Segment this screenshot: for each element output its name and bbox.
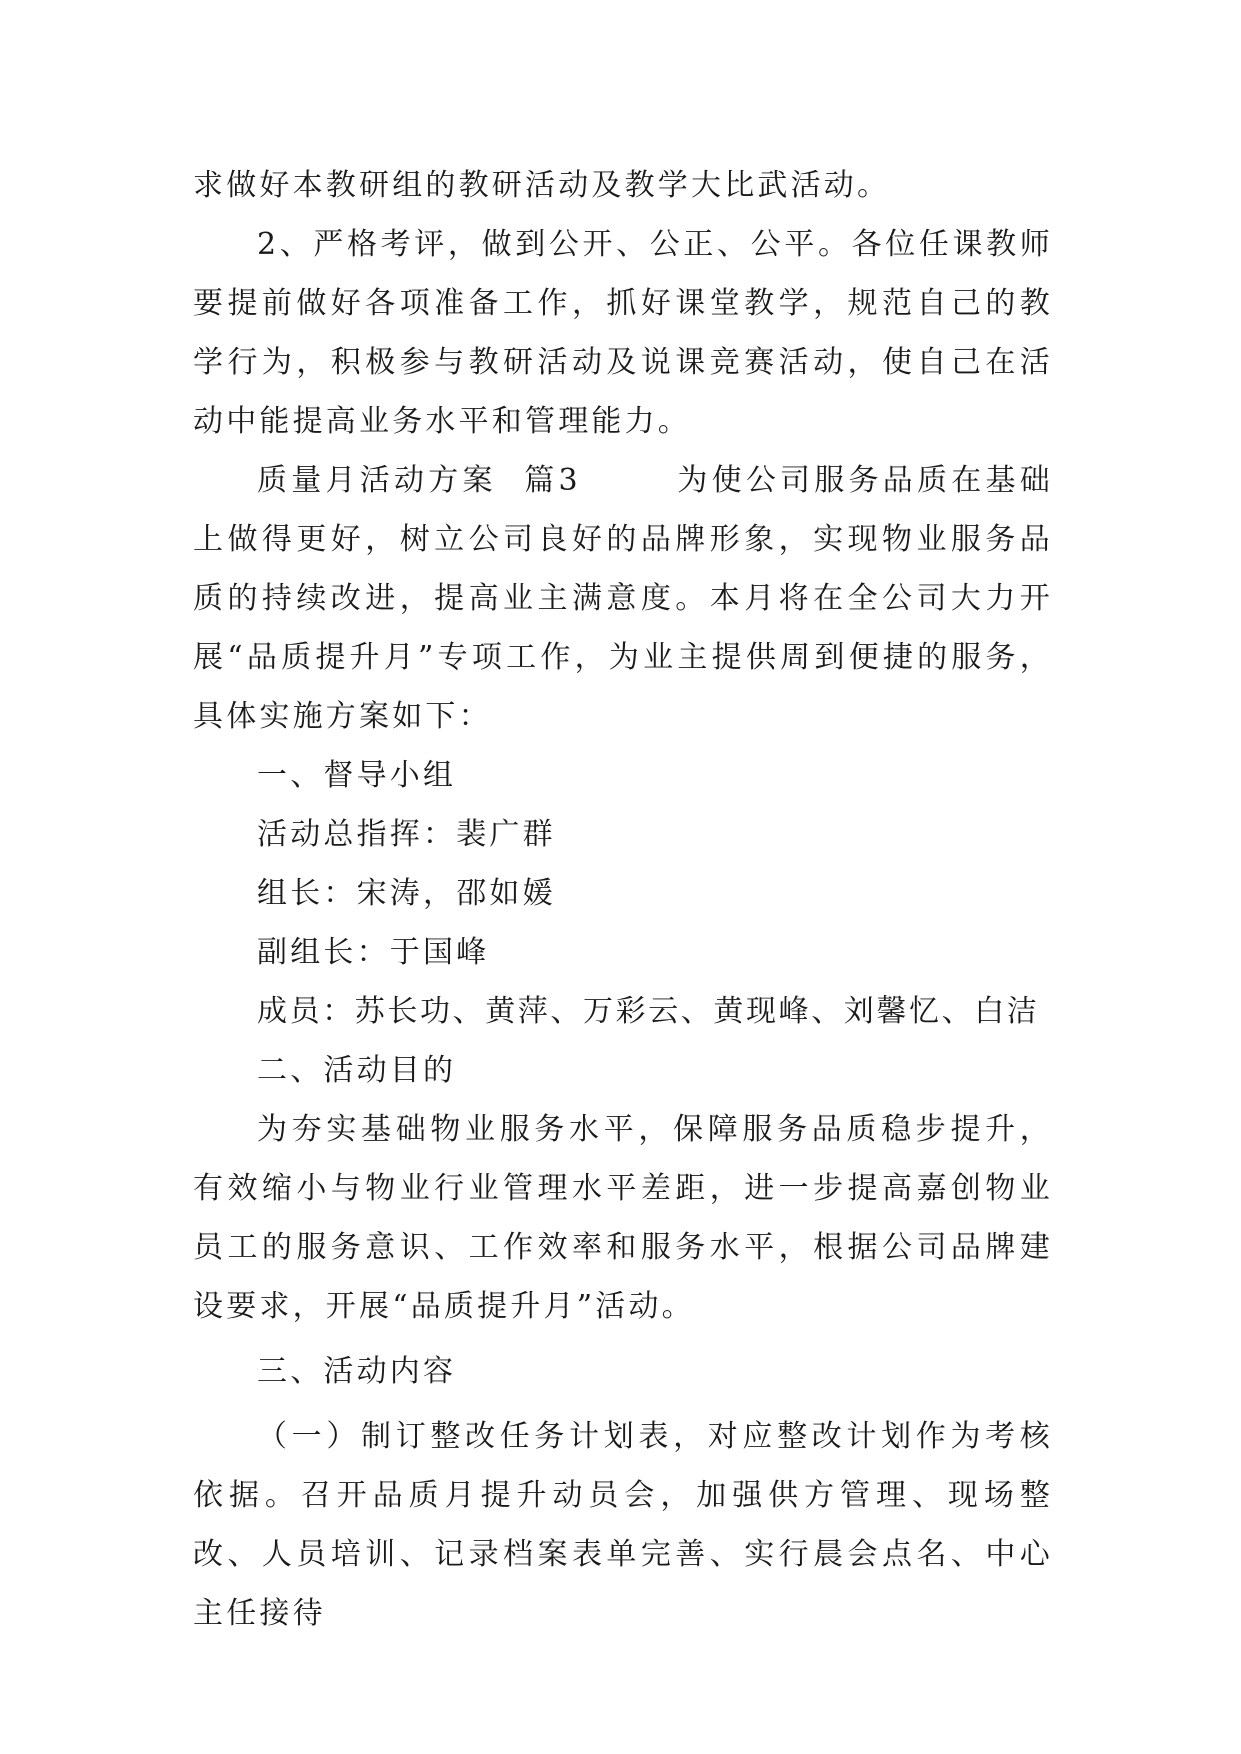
section-heading-activity-purpose: 二、活动目的 (257, 1053, 457, 1088)
document-body (193, 156, 1053, 1643)
paragraph-activity-content-1: （一）制订整改任务计划表，对应整改计划作为考核依据。召开品质月提升动员会，加强供方管理、现场整改、人员培训、记录档案表单完善、实行晨会点名、中心主任接待 (193, 1419, 1053, 1631)
paragraph-continuation: 求做好本教研组的教研活动及教学大比武活动。 (193, 168, 891, 203)
line-deputy-leader: 副组长：于国峰 (257, 935, 490, 970)
paragraph-strict-evaluation: 2、严格考评，做到公开、公正、公平。各位任课教师要提前做好各项准备工作，抓好课堂教学，规范自己的教学行为，积极参与教研活动及说课竞赛活动，使自己在活动中能提高业务水平和管理能力。 (193, 227, 1053, 439)
section-heading-supervision-group: 一、督导小组 (257, 758, 457, 793)
line-commander: 活动总指挥：裴广群 (257, 817, 556, 852)
line-members: 成员：苏长功、黄萍、万彩云、黄现峰、刘馨忆、白洁 (257, 994, 1040, 1029)
line-group-leaders: 组长：宋涛，邵如媛 (257, 876, 556, 911)
section-heading-activity-content: 三、活动内容 (257, 1354, 457, 1389)
paragraph-quality-month-plan: 质量月活动方案 篇3 为使公司服务品质在基础上做得更好，树立公司良好的品牌形象，实现物业服务品质的持续改进，提高业主满意度。本月将在全公司大力开展“品质提升月”专项工作，为业主提供周到便捷的服务，具体实施方案如下： (193, 463, 1053, 734)
paragraph-activity-purpose: 为夯实基础物业服务水平，保障服务品质稳步提升，有效缩小与物业行业管理水平差距，进一步提高嘉创物业员工的服务意识、工作效率和服务水平，根据公司品牌建设要求，开展“品质提升月”活动。 (193, 1112, 1053, 1324)
